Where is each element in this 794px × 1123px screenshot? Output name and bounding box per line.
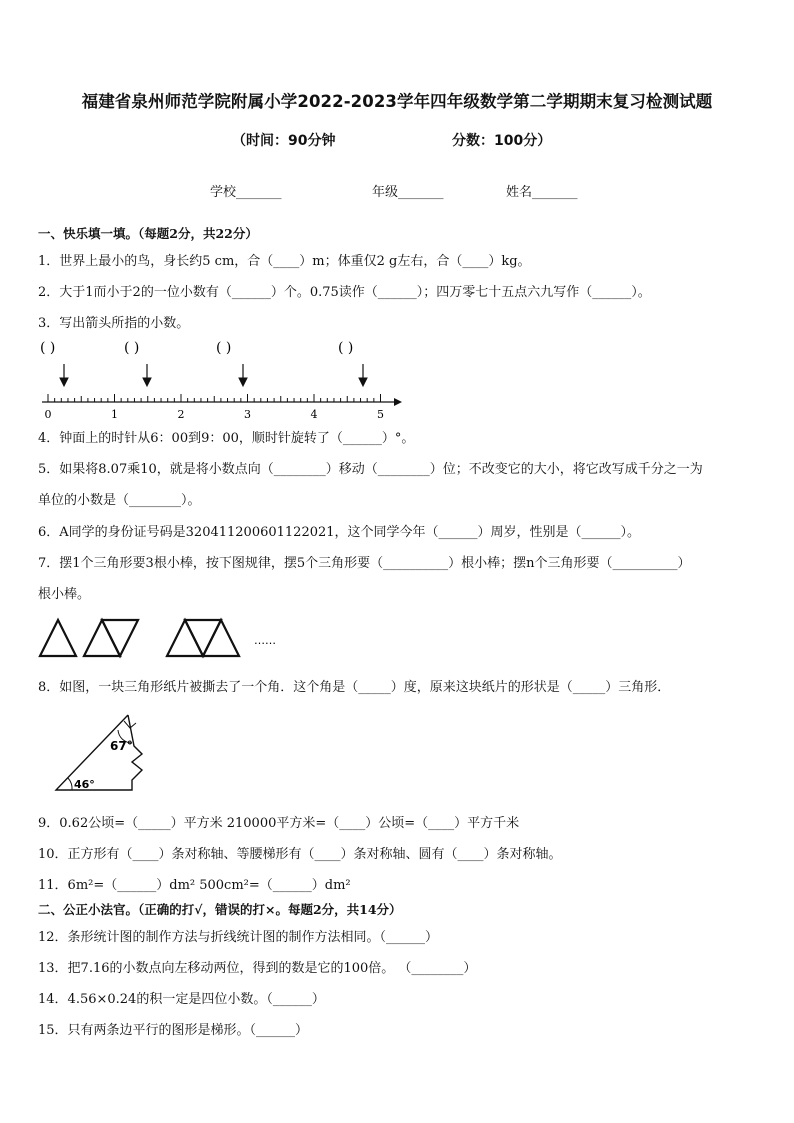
angle-arc-bottom [68, 778, 72, 790]
blank-1: ( ) [40, 340, 56, 356]
triangle-3b [185, 620, 221, 656]
page-title: 福建省泉州师范学院附属小学2022-2023学年四年级数学第二学期期末复习检测试题 [81, 92, 713, 111]
question-7-line-1: 7．摆1个三角形要3根小棒，按下图规律，摆5个三角形要（__________）根小棒；摆n个三角形要（__________） [38, 556, 691, 571]
arrow-3-icon [239, 364, 247, 386]
question-11: 11．6m²=（______）dm² 500cm²=（______）dm² [38, 878, 351, 893]
angle-67-label: 67° [110, 739, 133, 753]
tick-label: 0 [44, 408, 52, 421]
triangle-2a [102, 620, 138, 656]
exam-score: 分数：100分） [452, 133, 552, 149]
exam-time: （时间：90分钟 [232, 133, 336, 149]
blank-4: ( ) [338, 340, 354, 356]
arrow-2-icon [143, 364, 151, 386]
question-5-line-2: 单位的小数是（________）。 [38, 493, 201, 508]
axis-arrow-icon [394, 398, 402, 406]
section-1-heading: 一、快乐填一填。（每题2分，共22分） [38, 226, 258, 241]
question-13: 13．把7.16的小数点向左移动两位，得到的数是它的100倍。 （________） [38, 961, 477, 976]
question-7-line-2: 根小棒。 [38, 587, 91, 602]
triangle-1 [40, 620, 76, 656]
question-8: 8．如图，一块三角形纸片被撕去了一个角．这个角是（_____）度，原来这块纸片的形状是（_____）三角形． [38, 680, 671, 695]
arrow-4-icon [359, 364, 367, 386]
triangle-2b [84, 620, 120, 656]
pattern-ellipsis: …… [254, 634, 276, 647]
triangle-pattern-figure [36, 612, 296, 664]
question-4: 4．钟面上的时针从6：00到9：00，顺时针旋转了（______）°。 [38, 431, 415, 446]
question-2: 2．大于1而小于2的一位小数有（______）个。0.75读作（______）；四万零七十五点六九写作（______）。 [38, 285, 651, 300]
question-6: 6．A同学的身份证号码是320411200601122021，这个同学今年（______）周岁，性别是（______）。 [38, 525, 641, 540]
question-1: 1．世界上最小的鸟，身长约5 cm，合（____）m；体重仅2 g左右，合（____）kg。 [38, 254, 531, 269]
question-14: 14．4.56×0.24的积一定是四位小数。（______） [38, 992, 325, 1007]
question-9: 9．0.62公顷=（_____）平方米 210000平方米=（____）公顷=（____）平方千米 [38, 816, 520, 831]
tick-label: 2 [177, 408, 185, 421]
triangle-3a [167, 620, 203, 656]
axis-ticks [48, 394, 381, 402]
question-10: 10．正方形有（____）条对称轴、等腰梯形有（____）条对称轴、圆有（____）条对称轴。 [38, 847, 562, 862]
school-field: 学校_______ [210, 185, 282, 200]
question-5-line-1: 5．如果将8.07乘10，就是将小数点向（________）移动（________）位；不改变它的大小，将它改写成千分之一为 [38, 462, 703, 477]
angle-46-label: 46° [74, 778, 95, 791]
section-2-heading: 二、公正小法官。（正确的打√，错误的打×。每题2分，共14分） [38, 902, 402, 917]
blank-2: ( ) [124, 340, 140, 356]
name-field: 姓名_______ [506, 185, 578, 200]
arrow-1-icon [60, 364, 68, 386]
tick-label: 4 [310, 408, 318, 421]
triangle-3c [203, 620, 239, 656]
question-3: 3．写出箭头所指的小数。 [38, 316, 190, 331]
question-12: 12．条形统计图的制作方法与折线统计图的制作方法相同。（______） [38, 930, 439, 945]
tick-label: 5 [377, 408, 384, 421]
grade-field: 年级_______ [372, 185, 444, 200]
torn-triangle-figure [50, 708, 160, 798]
blank-3: ( ) [216, 340, 232, 356]
tick-label: 3 [244, 408, 251, 421]
axis-tick-labels [45, 408, 385, 421]
number-line-figure [30, 332, 410, 424]
question-15: 15．只有两条边平行的图形是梯形。（______） [38, 1023, 309, 1038]
tick-label: 1 [111, 408, 118, 421]
